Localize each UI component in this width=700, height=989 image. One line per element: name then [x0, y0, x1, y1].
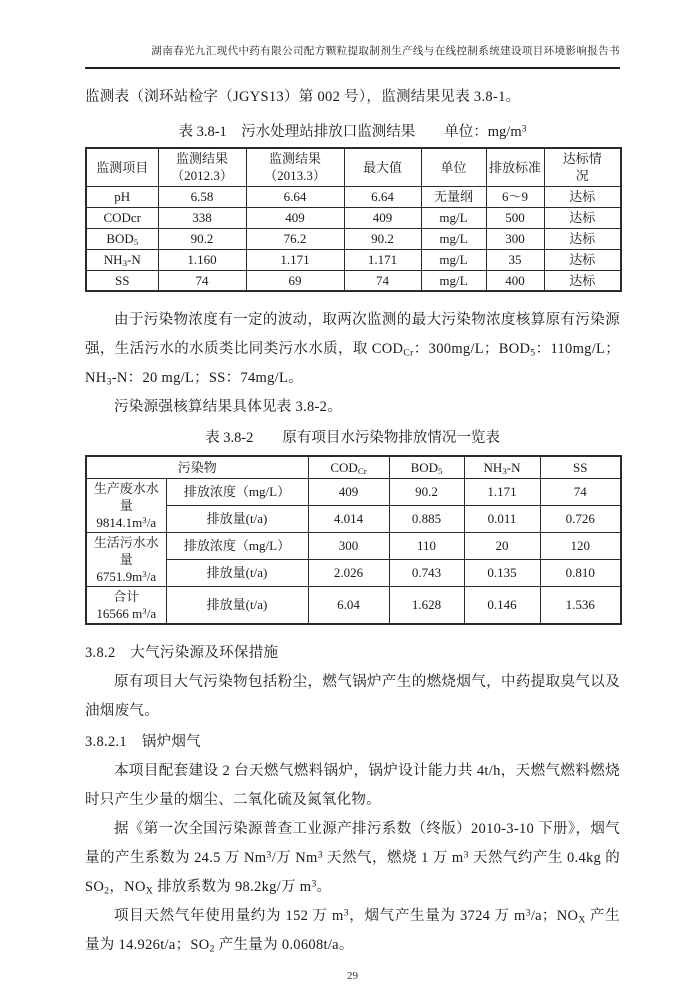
cell: $NH_3-N$ — [86, 249, 158, 270]
column-header: 监测项目 — [86, 148, 158, 186]
fluctuation-paragraph: 由于污染物浓度有一定的波动，取两次监测的最大污染物浓度核算原有污染源强，生活污水的水质类比同类污水水质，取 $COD_{Cr}$：300mg/L；$BOD_5$：110mg/L；$NH_3-N$：20 mg/L；SS：74mg/L。 — [85, 312, 620, 388]
cell: 4.014 — [308, 505, 389, 532]
cell: 0.011 — [464, 505, 540, 532]
cell: 74 — [540, 478, 621, 505]
cell: mg/L — [421, 249, 486, 270]
section-heading-boiler: 3.8.2.1 锅炉烟气 — [85, 734, 201, 750]
cell: 0.743 — [389, 559, 464, 586]
table2-head — [86, 456, 621, 478]
column-header-cod: $COD_{Cr}$ — [308, 456, 389, 478]
cell: 300 — [486, 228, 544, 249]
intro-paragraph: 监测表（浏环站检字（JGYS13）第 002 号），监测结果见表 3.8-1。 — [85, 89, 521, 105]
cell: 达标 — [544, 228, 621, 249]
cell: 1.171 — [344, 249, 421, 270]
cell: 409 — [308, 478, 389, 505]
cell: 6.58 — [158, 186, 246, 207]
column-header: 排放标准 — [486, 148, 544, 186]
table-row-production-amount — [86, 505, 621, 532]
cell: 0.810 — [540, 559, 621, 586]
cell: 6.04 — [308, 586, 389, 624]
cell: 0.135 — [464, 559, 540, 586]
table-monitoring-results — [85, 147, 622, 292]
row-group-label: 生活污水水量 $6751.9m^3/a$ — [86, 532, 166, 586]
column-header: 监测结果 （2013.3） — [246, 148, 344, 186]
cell: 120 — [540, 532, 621, 559]
row-group-label: 合计 16566 $m^3/a$ — [86, 586, 166, 624]
column-header-bod: $BOD_5$ — [389, 456, 464, 478]
row-group-label: 生产废水水量 $9814.1m^3/a$ — [86, 478, 166, 532]
table1-body — [86, 186, 621, 291]
cell: 110 — [389, 532, 464, 559]
table2-body — [86, 478, 621, 624]
cell: 500 — [486, 207, 544, 228]
cell: pH — [86, 186, 158, 207]
table-row-total — [86, 586, 621, 624]
cell: 6.64 — [246, 186, 344, 207]
cell: 409 — [246, 207, 344, 228]
cell: 409 — [344, 207, 421, 228]
table2-title: 表 3.8-2 原有项目水污染物排放情况一览表 — [205, 430, 500, 446]
cell: 338 — [158, 207, 246, 228]
cell: 74 — [344, 270, 421, 291]
cell: 1.171 — [246, 249, 344, 270]
cell: mg/L — [421, 270, 486, 291]
cell: 达标 — [544, 249, 621, 270]
cell: 排放量(t/a) — [166, 505, 308, 532]
cell: $BOD_5$ — [86, 228, 158, 249]
cell: SS — [86, 270, 158, 291]
table-row-production-conc — [86, 478, 621, 505]
cell: 排放量(t/a) — [166, 559, 308, 586]
cell: 1.160 — [158, 249, 246, 270]
column-header-ss: SS — [540, 456, 621, 478]
cell: 6～9 — [486, 186, 544, 207]
cell: 76.2 — [246, 228, 344, 249]
cell: 300 — [308, 532, 389, 559]
cell: 1.536 — [540, 586, 621, 624]
cell: 1.628 — [389, 586, 464, 624]
section-heading-air: 3.8.2 大气污染源及环保措施 — [85, 645, 279, 661]
see-table2-paragraph: 污染源强核算结果具体见表 3.8-2。 — [114, 399, 343, 415]
page-number: 29 — [347, 970, 358, 982]
boiler-paragraph-1: 本项目配套建设 2 台天燃气燃料锅炉，锅炉设计能力共 4t/h，天燃气燃料燃烧时只产生少量的烟尘、二氧化硫及氮氧化物。 — [85, 763, 620, 808]
cell: mg/L — [421, 228, 486, 249]
table-discharge-summary — [85, 455, 622, 625]
table-row-ph — [86, 186, 621, 207]
cell: 74 — [158, 270, 246, 291]
running-header-rule — [85, 0, 620, 69]
cell: 达标 — [544, 270, 621, 291]
cell: 2.026 — [308, 559, 389, 586]
cell: 达标 — [544, 186, 621, 207]
cell: 6.64 — [344, 186, 421, 207]
air-paragraph: 原有项目大气污染物包括粉尘，燃气锅炉产生的燃烧烟气，中药提取臭气以及油烟废气。 — [85, 674, 620, 719]
cell: 90.2 — [158, 228, 246, 249]
boiler-paragraph-3: 项目天然气年使用量约为 152 万 $m^3$，烟气产生量为 3724 万 $m^3/a$；$NO_X$ 产生量为 14.926t/a；$SO_2$ 产生量为 0.0608t/a。 — [85, 907, 620, 955]
cell: 35 — [486, 249, 544, 270]
table-row-domestic-amount — [86, 559, 621, 586]
cell: 0.146 — [464, 586, 540, 624]
table1-header-row — [86, 148, 621, 186]
table-row-codcr — [86, 207, 621, 228]
cell: 69 — [246, 270, 344, 291]
column-header: 监测结果 （2012.3） — [158, 148, 246, 186]
table1-head — [86, 148, 621, 186]
cell: 0.885 — [389, 505, 464, 532]
cell: 400 — [486, 270, 544, 291]
cell: CODcr — [86, 207, 158, 228]
running-header: 湖南春光九汇现代中药有限公司配方颗粒提取制剂生产线与在线控制系统建设项目环境影响报告书 — [151, 46, 620, 57]
table2-header-row — [86, 456, 621, 478]
cell: 90.2 — [344, 228, 421, 249]
cell: 排放浓度（mg/L） — [166, 532, 308, 559]
table-row-ss — [86, 270, 621, 291]
table-row-bod5 — [86, 228, 621, 249]
cell: 20 — [464, 532, 540, 559]
column-header: 达标情 况 — [544, 148, 621, 186]
table-row-nh3n — [86, 249, 621, 270]
column-header: 单位 — [421, 148, 486, 186]
cell: 0.726 — [540, 505, 621, 532]
column-header-pollutant: 污染物 — [86, 456, 308, 478]
cell: mg/L — [421, 207, 486, 228]
cell: 达标 — [544, 207, 621, 228]
cell: 排放浓度（mg/L） — [166, 478, 308, 505]
boiler-paragraph-2: 据《第一次全国污染源普查工业源产排污系数（终版）2010-3-10 下册》，烟气量的产生系数为 24.5 万 Nm$^3$/万 Nm$^3$ 天然气，燃烧 1 万 $m^3$ 天然气约产生 0.4kg 的 $SO_2$，$NO_X$ 排放系数为 98.2kg/万 $m^3$。 — [85, 821, 621, 897]
cell: 排放量(t/a) — [166, 586, 308, 624]
cell: 1.171 — [464, 478, 540, 505]
cell: 90.2 — [389, 478, 464, 505]
table-row-domestic-conc — [86, 532, 621, 559]
column-header: 最大值 — [344, 148, 421, 186]
column-header-nh3n: $NH_3-N$ — [464, 456, 540, 478]
cell: 无量纲 — [421, 186, 486, 207]
table1-title: 表 3.8-1 污水处理站排放口监测结果 单位：$mg/m^3$ — [178, 123, 527, 140]
